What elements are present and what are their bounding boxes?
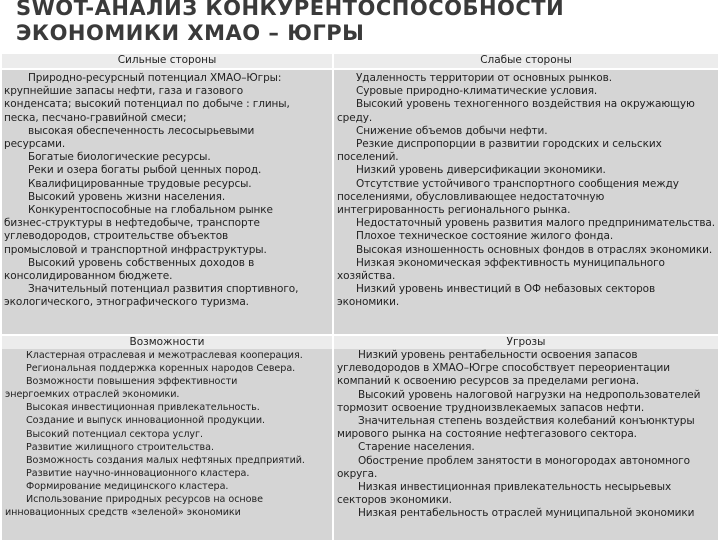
threats-line: секторов экономики. xyxy=(337,494,452,507)
opportunities-line: Создание и выпуск инновационной продукции. xyxy=(26,415,266,427)
opportunities-line: энергоемких отраслей экономики. xyxy=(5,389,180,401)
opportunities-line: Возможности повышения эффективности xyxy=(26,376,238,388)
opportunities-line: Высокий потенциал сектора услуг. xyxy=(26,428,204,440)
strengths-line: крупнейшие запасы нефти, газа и газового xyxy=(4,85,244,98)
threats-cell xyxy=(334,349,718,540)
strengths-line: Конкурентоспособные на глобальном рынке xyxy=(28,204,273,217)
threats-line: тормозит освоение трудноизвлекаемых запасов нефти. xyxy=(337,401,645,414)
weaknesses-line: Отсутствие устойчивого транспортного сообщения между xyxy=(356,177,679,190)
weaknesses-line: Суровые природно-климатические условия. xyxy=(356,85,598,98)
strengths-line: Природно-ресурсный потенциал ХМАО–Югры: xyxy=(28,72,282,84)
threats-line: Значительная степень воздействия колебаний конъюнктуры xyxy=(358,415,695,428)
strengths-line: песка, песчано-гравийной смеси; xyxy=(4,111,187,124)
opportunities-line: Развитие научно-инновационного кластера. xyxy=(26,467,250,479)
weaknesses-line: Низкая экономическая эффективность муниципального xyxy=(356,256,665,269)
strengths-line: Богатые биологические ресурсы. xyxy=(28,151,211,164)
opportunities-line: Использование природных ресурсов на основе xyxy=(26,494,263,506)
threats-line: углеводородов в ХМАО–Югре способствует переориентации xyxy=(337,362,670,375)
opportunities-line: Высокая инвестиционная привлекательность. xyxy=(26,402,260,414)
threats-line: Низкая инвестиционная привлекательность несырьевых xyxy=(358,481,672,494)
title-line-2: ЭКОНОМИКИ ХМАО – ЮГРЫ xyxy=(16,21,365,45)
weaknesses-line: среду. xyxy=(337,111,373,124)
weaknesses-line: Недостаточный уровень развития малого предпринимательства. xyxy=(356,217,715,230)
weaknesses-line: Удаленность территории от основных рынков. xyxy=(356,72,612,84)
threats-line: мирового рынка на состояние нефтегазового сектора. xyxy=(337,428,637,441)
opportunities-line: инновационных средств «зеленой» экономики xyxy=(5,507,241,519)
opportunities-cell xyxy=(2,349,332,540)
strengths-line: Квалифицированные трудовые ресурсы. xyxy=(28,177,252,190)
strengths-line: консолидированном бюджете. xyxy=(4,270,173,283)
opportunities-line: Возможность создания малых нефтяных предприятий. xyxy=(26,454,305,466)
opportunities-line: Кластерная отраслевая и межотраслевая кооперация. xyxy=(26,350,303,361)
opportunities-line: Региональная поддержка коренных народов Севера. xyxy=(26,363,296,375)
threats-header: Угрозы xyxy=(334,336,718,349)
strengths-line: Высокий уровень жизни населения. xyxy=(28,190,226,203)
weaknesses-line: Резкие диспропорции в развитии городских и сельских xyxy=(356,138,662,151)
threats-line: Обострение проблем занятости в моногородах автономного xyxy=(358,454,690,467)
strengths-line: углеводородов, строительстве объектов xyxy=(4,230,229,243)
weaknesses-header: Слабые стороны xyxy=(334,54,718,68)
weaknesses-line: Высокая изношенность основных фондов в отраслях экономики. xyxy=(356,243,713,256)
strengths-line: Значительный потенциал развития спортивного, xyxy=(28,283,299,296)
weaknesses-line: интегрированность регионального рынка. xyxy=(337,204,571,217)
strengths-line: экологического, этнографического туризма. xyxy=(4,296,249,309)
weaknesses-cell xyxy=(334,70,718,334)
strengths-line: Реки и озера богаты рыбой ценных пород. xyxy=(28,164,262,177)
strengths-line: бизнес-структуры в нефтедобыче, транспорте xyxy=(4,217,260,230)
weaknesses-line: Низкий уровень инвестиций в ОФ небазовых секторов xyxy=(356,283,656,296)
opportunities-line: Формирование медицинского кластера. xyxy=(26,480,229,492)
threats-line: Низкий уровень рентабельности освоения запасов xyxy=(358,349,638,361)
weaknesses-line: Высокий уровень техногенного воздействия на окружающую xyxy=(356,98,695,111)
threats-line: округа. xyxy=(337,467,378,480)
weaknesses-line: поселениями, обусловливающее недостаточную xyxy=(337,190,605,203)
weaknesses-line: поселений. xyxy=(337,151,399,164)
weaknesses-line: Снижение объемов добычи нефти. xyxy=(356,124,548,137)
weaknesses-line: Плохое техническое состояние жилого фонда. xyxy=(356,230,614,243)
strengths-line: ресурсами. xyxy=(4,138,66,151)
opportunities-header: Возможности xyxy=(2,336,332,349)
weaknesses-line: Низкий уровень диверсификации экономики. xyxy=(356,164,606,177)
title-line-1: SWOT-АНАЛИЗ КОНКУРЕНТОСПОСОБНОСТИ xyxy=(16,0,565,20)
weaknesses-line: экономики. xyxy=(337,296,400,309)
page-title xyxy=(16,0,716,46)
threats-line: Высокий уровень налоговой нагрузки на недропользователей xyxy=(358,388,701,401)
opportunities-line: Развитие жилищного строительства. xyxy=(26,441,214,453)
strengths-cell xyxy=(2,70,332,334)
strengths-line: высокая обеспеченность лесосырьевыми xyxy=(28,124,255,137)
strengths-line: конденсата; высокий потенциал по добыче : глины, xyxy=(4,98,290,111)
threats-line: компаний к освоению ресурсов за пределами региона. xyxy=(337,375,639,388)
strengths-header: Сильные стороны xyxy=(2,54,332,68)
swot-table xyxy=(2,54,718,540)
strengths-line: промысловой и транспортной инфраструктуры. xyxy=(4,243,267,256)
threats-line: Низкая рентабельность отраслей муниципальной экономики xyxy=(358,507,695,520)
weaknesses-line: хозяйства. xyxy=(337,270,396,283)
threats-line: Старение населения. xyxy=(358,441,475,454)
strengths-line: Высокий уровень собственных доходов в xyxy=(28,256,255,269)
